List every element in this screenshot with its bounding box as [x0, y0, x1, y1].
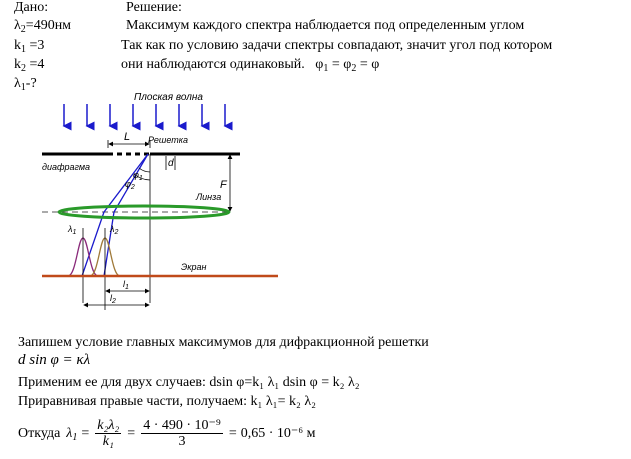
L-label: L: [124, 131, 131, 143]
plane-wave-label: Плоская волна: [134, 92, 203, 103]
phi2-label: $\varphi_2$: [125, 179, 135, 191]
l2-label: $l_2$: [110, 293, 116, 305]
given-unknown: $\lambda_1-$?: [14, 76, 37, 93]
incident-arrows: [64, 104, 225, 126]
ray-lambda1b: [82, 212, 104, 276]
diaphragm-label: диафрагма: [42, 162, 91, 172]
screen-label: Экран: [181, 262, 207, 272]
given-lambda2: $\lambda_2=490нм$: [14, 18, 72, 35]
apply-text: Применим ее для двух случаев: dsin φ=k₁ λ₁ dsin φ = k₂ λ₂: [18, 375, 360, 390]
answer-prefix: Откуда: [18, 425, 61, 441]
F-label: F: [220, 179, 227, 191]
solution-line-1: Максимум каждого спектра наблюдается под определенным углом: [126, 18, 525, 33]
solution-line-3: они наблюдаются одинаковый. $\varphi_1 = \varphi_2 = \varphi$: [121, 57, 380, 74]
phi1-label: $\varphi_1$: [133, 170, 143, 182]
diffraction-figure: [38, 88, 298, 310]
ray-lambda2: [114, 154, 148, 212]
d-label: d: [168, 158, 174, 169]
grating-label: Решетка: [148, 135, 189, 145]
main-formula: d sin φ = κλ: [18, 352, 91, 368]
l1-label: $l_1$: [123, 279, 129, 291]
solution-label: Решение:: [126, 0, 182, 15]
given-k2: $k_2 =4$: [14, 57, 45, 74]
answer-value: 0,65 · 10⁻⁶ м: [240, 426, 316, 441]
solution-line-2: Так как по условию задачи спектры совпадают, значит угол под котором: [121, 38, 553, 53]
given-label: Дано:: [14, 0, 49, 15]
fraction-numeric: $\frac{\text{4 · 490 · 10⁻⁹}}{3}$: [143, 418, 221, 449]
lambda1-label: $\lambda_1$: [68, 224, 77, 236]
fraction-symbolic: $\frac{\text{k₂λ₂}}{\text{k₁}}$: [97, 418, 120, 449]
lambda2-label: $\lambda_2$: [110, 224, 119, 236]
given-k1: $k_1 =3$: [14, 38, 45, 55]
condition-text: Запишем условие главных максимумов для дифракционной решетки: [18, 335, 429, 350]
answer-formula: Откуда $\lambda_1$ = $\frac{\text{k₂λ₂}}{\text{k₁}}$ = $\frac{\text{4 · 490 · 10⁻⁹}}{3}$ = 0,65 · 10⁻⁶ м: [18, 418, 316, 449]
lens-label: Линза: [196, 192, 222, 202]
equate-text: Приравнивая правые части, получаем: k₁ λ₁= k₂ λ₂: [18, 394, 317, 409]
